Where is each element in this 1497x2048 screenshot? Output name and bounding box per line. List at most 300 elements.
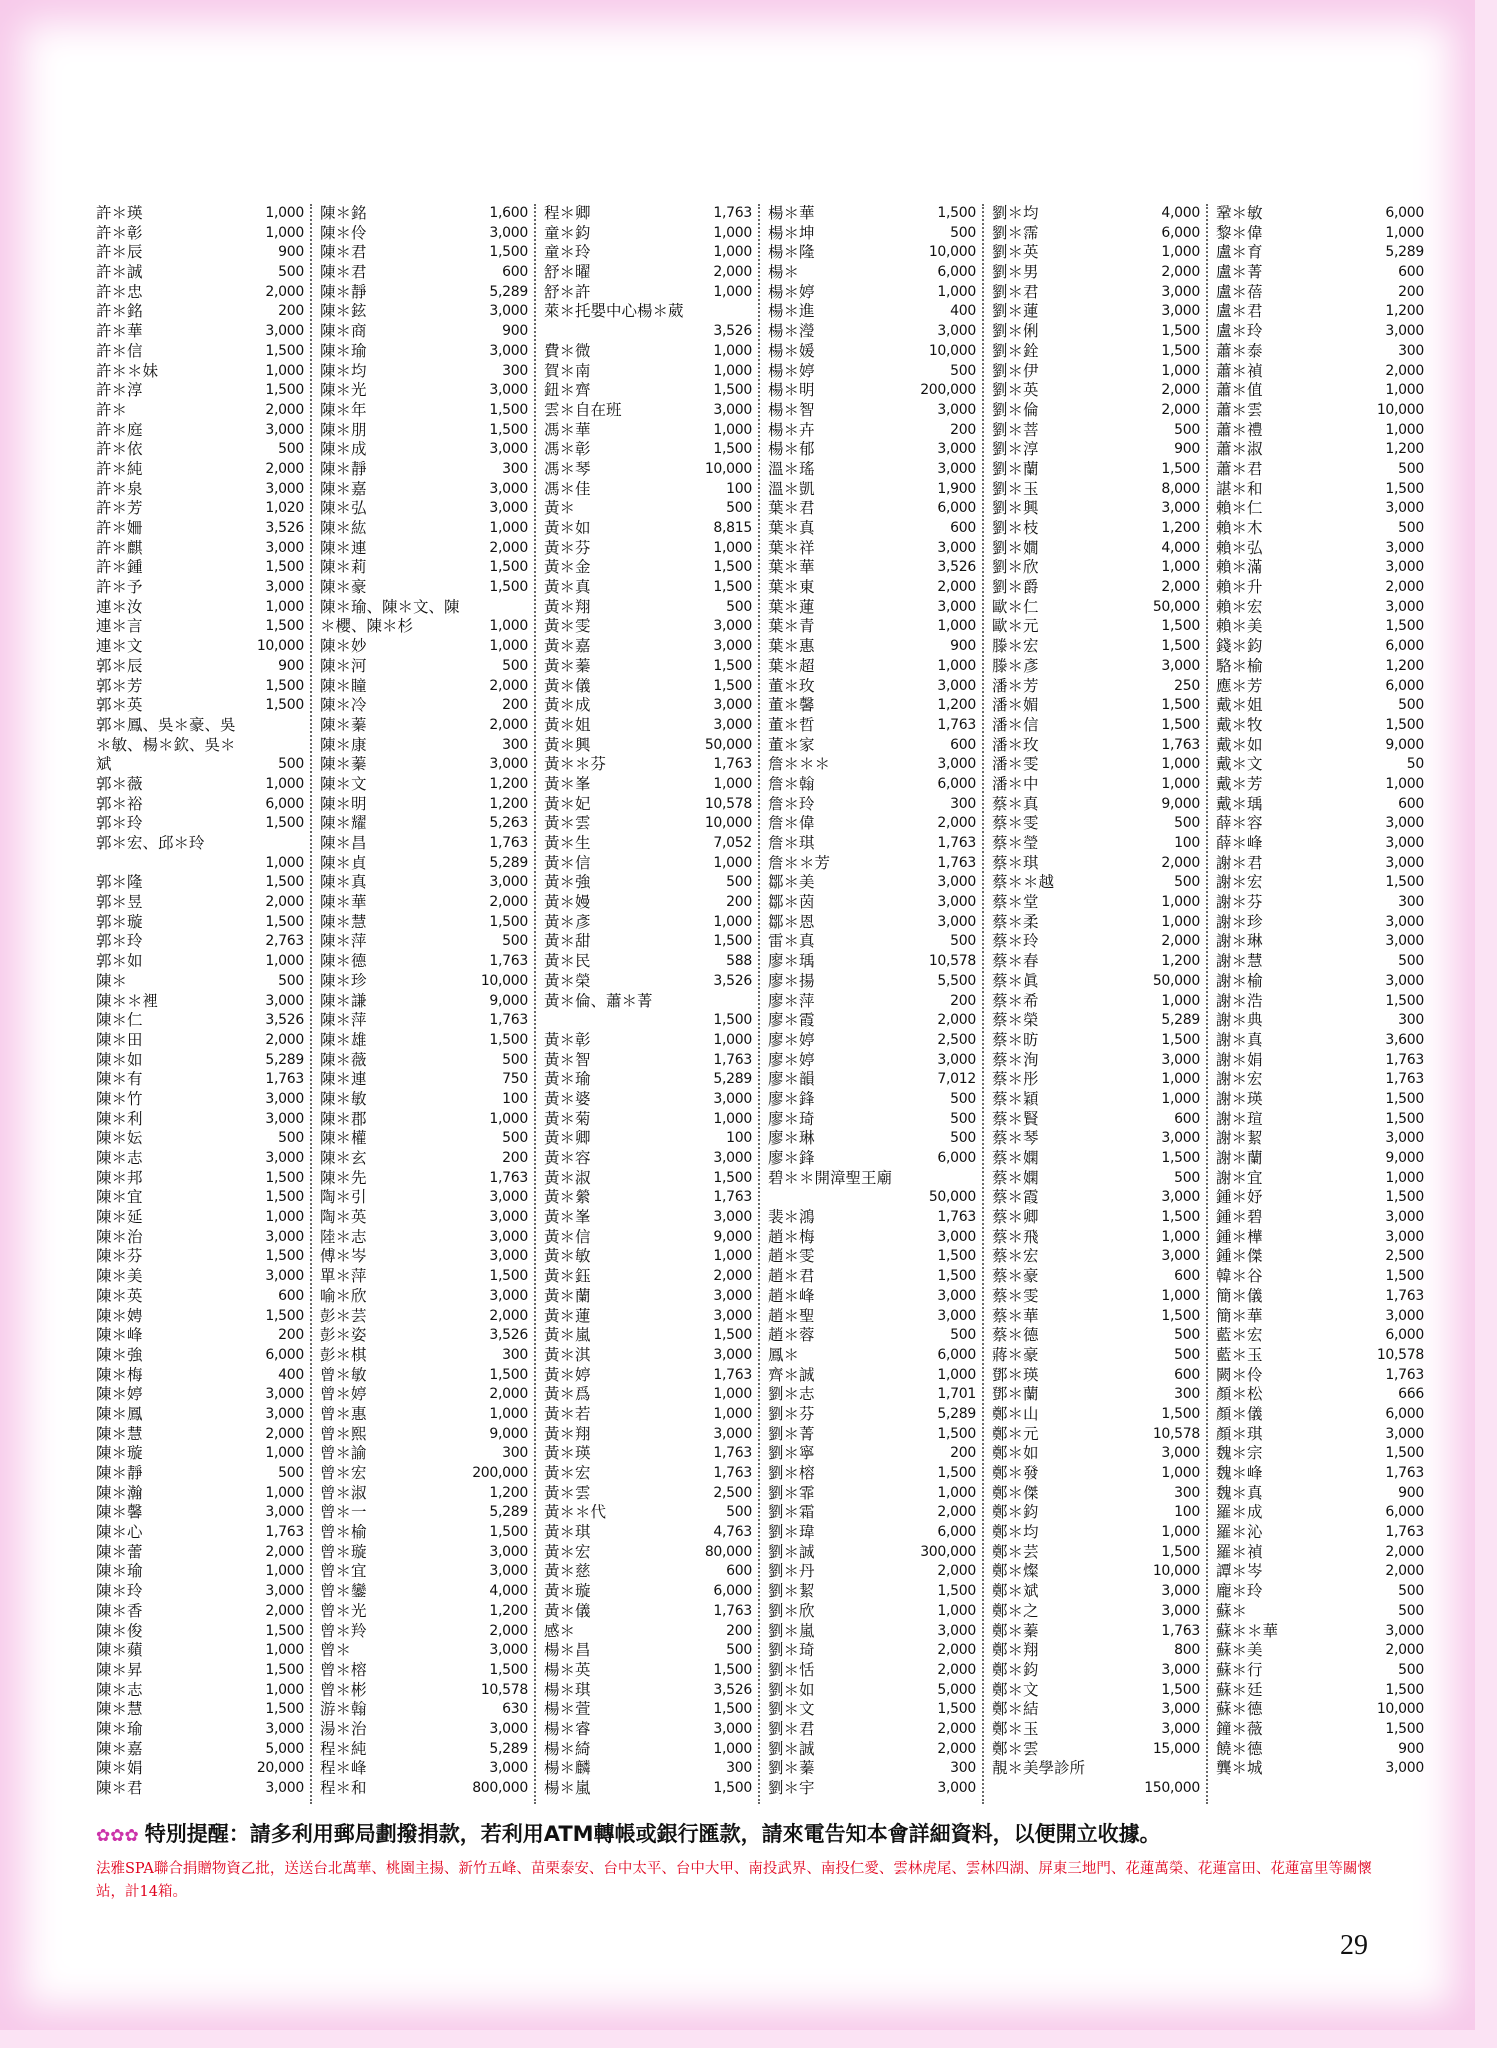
- donor-row: [768, 1602, 976, 1622]
- donor-name: 黃＊爲: [544, 1385, 591, 1404]
- donor-name: 謝＊瑄: [1216, 1109, 1263, 1128]
- donation-amount: 100: [1174, 1504, 1200, 1521]
- donor-row: [992, 578, 1200, 598]
- donor-row: [1216, 499, 1424, 519]
- donor-name: 鄭＊均: [992, 1523, 1039, 1542]
- donor-name: 蕭＊禮: [1216, 420, 1263, 439]
- donor-row: [96, 243, 304, 263]
- donation-amount: 1,200: [489, 795, 528, 812]
- donor-row: [96, 1366, 304, 1386]
- donor-row: [320, 1661, 528, 1681]
- donor-row: [992, 696, 1200, 716]
- donor-row: [768, 421, 976, 441]
- donation-amount: 3,000: [489, 1209, 528, 1226]
- donation-amount: 1,000: [713, 539, 752, 556]
- donation-amount: 1,500: [937, 1465, 976, 1481]
- donor-row: [1216, 1700, 1424, 1720]
- donor-name: 陳＊冷: [320, 696, 367, 715]
- donor-name: 蔡＊＊越: [992, 873, 1055, 892]
- donor-row: [320, 1543, 528, 1563]
- donor-row: [320, 1562, 528, 1582]
- donor-row: [544, 775, 752, 795]
- donor-row: [1216, 421, 1424, 441]
- donor-name: 劉＊志: [768, 1385, 815, 1404]
- donation-amount: 500: [1174, 1327, 1200, 1344]
- donor-row: [96, 992, 304, 1012]
- donor-name: 曾＊璇: [320, 1542, 367, 1561]
- donation-amount: 2,000: [937, 579, 976, 596]
- donation-amount: 3,000: [489, 1228, 528, 1245]
- donor-row: [768, 696, 976, 716]
- donation-amount: 500: [1174, 874, 1200, 891]
- donation-amount: 1,000: [1161, 1524, 1200, 1541]
- donor-row: [768, 1169, 976, 1189]
- donor-row: [1216, 1169, 1424, 1189]
- donor-name: 謝＊宏: [1216, 873, 1263, 892]
- donor-row: [544, 755, 752, 775]
- donor-row: [96, 1661, 304, 1681]
- donation-amount: 1,000: [489, 618, 528, 635]
- donor-row: [544, 1720, 752, 1740]
- donor-row: [992, 243, 1200, 263]
- donation-amount: 1,500: [1385, 1720, 1424, 1737]
- donation-amount: 300: [950, 1760, 976, 1777]
- donor-row: [768, 617, 976, 637]
- donor-row: [1216, 854, 1424, 874]
- donor-name: 陳＊昇: [96, 1660, 143, 1679]
- donor-name: 羅＊禎: [1216, 1542, 1263, 1561]
- donation-amount: 3,000: [937, 894, 976, 911]
- donor-name: 劉＊欣: [768, 1601, 815, 1620]
- donor-name: 滕＊宏: [992, 637, 1039, 656]
- donation-amount: 1,000: [1161, 362, 1200, 379]
- donor-row: [992, 1700, 1200, 1720]
- donation-amount: 3,000: [489, 303, 528, 320]
- donor-name: 葉＊超: [768, 656, 815, 675]
- donation-amount: 500: [950, 1110, 976, 1127]
- donor-row: [320, 1129, 528, 1149]
- donor-name: 廖＊瑀: [768, 952, 815, 971]
- donor-name: 戴＊姐: [1216, 696, 1263, 715]
- donation-amount: 100: [726, 480, 752, 497]
- donation-amount: 1,000: [713, 854, 752, 871]
- donor-row: [96, 1031, 304, 1051]
- donation-amount: 3,000: [1385, 559, 1424, 576]
- donor-row: [1216, 696, 1424, 716]
- donor-row: [320, 1582, 528, 1602]
- donor-row: [544, 637, 752, 657]
- donation-amount: 2,000: [489, 1622, 528, 1639]
- donation-amount: 3,000: [1161, 1583, 1200, 1600]
- donor-row: [96, 1267, 304, 1287]
- donor-name: 鍾＊妤: [1216, 1188, 1263, 1207]
- donation-amount: 1,763: [713, 1602, 752, 1619]
- donor-column: [96, 204, 304, 1799]
- donation-amount: 1,500: [265, 815, 304, 832]
- donation-amount: 1,763: [489, 953, 528, 970]
- donation-amount: 5,289: [1385, 244, 1424, 261]
- donor-name: 潘＊芳: [992, 676, 1039, 695]
- donor-row: [544, 1326, 752, 1346]
- donation-amount: 1,763: [713, 756, 752, 773]
- donor-name: 黃＊＊代: [544, 1503, 607, 1522]
- donor-name: 黃＊翔: [544, 597, 591, 616]
- donation-amount: 1,000: [937, 1366, 976, 1383]
- donor-name: 謝＊真: [1216, 1030, 1263, 1049]
- donor-row: [96, 795, 304, 815]
- donor-row: [544, 873, 752, 893]
- donor-row: [992, 1149, 1200, 1169]
- donation-amount: 300: [502, 460, 528, 477]
- donation-amount: 600: [278, 1287, 304, 1304]
- donor-name: 謝＊浩: [1216, 991, 1263, 1010]
- donation-amount: 200: [950, 992, 976, 1009]
- donor-name: 趙＊雯: [768, 1247, 815, 1266]
- donation-amount: 1,000: [1385, 421, 1424, 438]
- donor-row: [544, 1503, 752, 1523]
- donor-name: 陳＊蘋: [96, 1641, 143, 1660]
- donor-name: 薛＊容: [1216, 814, 1263, 833]
- donation-amount: 1,500: [489, 1031, 528, 1048]
- donor-row: [544, 204, 752, 224]
- donor-row: [320, 795, 528, 815]
- donor-row: [96, 873, 304, 893]
- donor-row: [544, 224, 752, 244]
- donation-amount: 9,000: [713, 1228, 752, 1245]
- donor-name: 簡＊儀: [1216, 1286, 1263, 1305]
- donation-amount: 5,263: [489, 815, 528, 832]
- donation-amount: 900: [1398, 1484, 1424, 1501]
- donor-row: [544, 283, 752, 303]
- donation-amount: 1,000: [1161, 1465, 1200, 1481]
- donation-amount: 1,020: [265, 500, 304, 517]
- donation-amount: 2,000: [1385, 1543, 1424, 1560]
- donor-name: 溫＊瑤: [768, 459, 815, 478]
- donor-name: 詹＊＊芳: [768, 853, 831, 872]
- donor-name: 薛＊峰: [1216, 834, 1263, 852]
- donor-row: [544, 381, 752, 401]
- donor-row: [992, 1641, 1200, 1661]
- donation-amount: 3,000: [265, 1780, 304, 1796]
- donor-row: [1216, 1090, 1424, 1110]
- donor-name: 黃＊峯: [544, 1208, 591, 1227]
- donation-amount: 3,000: [713, 1425, 752, 1442]
- donor-row: [544, 1681, 752, 1701]
- donation-amount: 300: [1174, 1484, 1200, 1501]
- donor-row: [1216, 381, 1424, 401]
- donation-amount: 500: [950, 224, 976, 241]
- donor-row: [768, 1543, 976, 1563]
- donation-amount: 1,000: [713, 342, 752, 359]
- donor-row: [544, 558, 752, 578]
- donation-amount: 1,000: [713, 775, 752, 792]
- donor-row: [320, 1602, 528, 1622]
- donor-row: [96, 204, 304, 224]
- donor-name: 蘇＊行: [1216, 1660, 1263, 1679]
- donor-row: [1216, 637, 1424, 657]
- donor-row: [96, 322, 304, 342]
- donor-name: 劉＊君: [768, 1719, 815, 1738]
- donation-amount: 3,000: [937, 756, 976, 773]
- donor-name: 滕＊彥: [992, 656, 1039, 675]
- donor-row: [544, 1543, 752, 1563]
- donor-name: 黃＊彰: [544, 1030, 591, 1049]
- donor-name: 陳＊河: [320, 656, 367, 675]
- donor-name: 陳＊靜: [320, 282, 367, 301]
- donor-row: [96, 1011, 304, 1031]
- donation-amount: 1,000: [1161, 894, 1200, 911]
- donor-row: [768, 342, 976, 362]
- donor-row: [768, 1700, 976, 1720]
- donation-amount: 500: [1398, 1602, 1424, 1619]
- donor-name: 黃＊蓮: [544, 1306, 591, 1325]
- donor-row: [768, 480, 976, 500]
- donor-row: [992, 460, 1200, 480]
- donor-row: [992, 617, 1200, 637]
- donor-row: [768, 775, 976, 795]
- donor-name: 許＊誠: [96, 263, 143, 282]
- donation-amount: 3,000: [713, 697, 752, 714]
- donation-amount: 500: [726, 874, 752, 891]
- donor-name: 陳＊鉉: [320, 302, 367, 321]
- donation-amount: 3,000: [1385, 1209, 1424, 1226]
- donation-amount: 500: [278, 972, 304, 989]
- donor-row: [992, 1090, 1200, 1110]
- donor-row: [544, 519, 752, 539]
- donor-row: [768, 1366, 976, 1386]
- donation-amount: 1,000: [265, 1642, 304, 1659]
- donor-name: 潘＊媚: [992, 696, 1039, 715]
- donation-amount: 6,000: [937, 1524, 976, 1541]
- donation-amount: 2,000: [489, 1386, 528, 1403]
- donation-amount: 400: [950, 303, 976, 320]
- donation-amount: 2,000: [265, 460, 304, 477]
- donor-name: 蔡＊春: [992, 952, 1039, 971]
- donor-row: [544, 834, 752, 854]
- donor-row: [544, 362, 752, 382]
- donation-amount: 3,000: [937, 874, 976, 891]
- donor-name: 許＊予: [96, 578, 143, 597]
- donation-amount: 900: [278, 657, 304, 674]
- donor-name: 陳＊連: [320, 538, 367, 557]
- donation-amount: 2,000: [937, 1012, 976, 1029]
- donation-amount: 2,000: [937, 1661, 976, 1678]
- donor-row: [992, 1110, 1200, 1130]
- donation-amount: 9,000: [1161, 795, 1200, 812]
- donation-amount: 2,000: [1385, 1642, 1424, 1659]
- donor-name: 曾＊光: [320, 1601, 367, 1620]
- donor-name: 鄭＊文: [992, 1680, 1039, 1699]
- donation-amount: 3,000: [489, 382, 528, 399]
- donation-amount: 1,500: [265, 1307, 304, 1324]
- donation-amount: 600: [1174, 1366, 1200, 1383]
- donor-row: [768, 539, 976, 559]
- donation-amount: 500: [278, 264, 304, 281]
- donor-name: 陳＊田: [96, 1030, 143, 1049]
- donor-row: [768, 893, 976, 913]
- donation-amount: 1,763: [937, 1209, 976, 1226]
- donor-name: 郭＊裕: [96, 794, 143, 813]
- donor-row: [992, 1661, 1200, 1681]
- donor-name: 鄭＊斌: [992, 1582, 1039, 1601]
- donation-amount: 150,000: [1144, 1780, 1200, 1796]
- donor-name: 董＊玫: [768, 676, 815, 695]
- donor-name: 費＊微: [544, 341, 591, 360]
- donation-amount: 3,000: [937, 460, 976, 477]
- donation-amount: 6,000: [937, 1150, 976, 1166]
- donation-amount: 3,000: [713, 638, 752, 655]
- donation-amount: 2,000: [265, 283, 304, 300]
- donor-name: 謝＊芬: [1216, 893, 1263, 912]
- donor-name: 藍＊玉: [1216, 1345, 1263, 1364]
- donor-row: [96, 972, 304, 992]
- donation-amount: 2,000: [937, 1563, 976, 1580]
- donor-row: [96, 1326, 304, 1346]
- donor-name: 鄒＊恩: [768, 912, 815, 931]
- donation-amount: 200: [726, 1622, 752, 1639]
- donor-row: [544, 1366, 752, 1386]
- donor-row: [544, 1228, 752, 1248]
- donor-row: [320, 814, 528, 834]
- donor-row: [768, 932, 976, 952]
- donation-amount: 1,500: [937, 1701, 976, 1718]
- donor-name: 黃＊璇: [544, 1582, 591, 1601]
- donor-row: [96, 1779, 304, 1799]
- donation-amount: 1,000: [265, 1445, 304, 1462]
- donation-amount: 200: [726, 894, 752, 911]
- donor-name: 陳＊娉: [96, 1306, 143, 1325]
- donation-amount: 500: [1398, 520, 1424, 536]
- donation-amount: 2,000: [265, 1031, 304, 1048]
- donor-name: 陸＊志: [320, 1227, 367, 1246]
- donor-name: 黃＊卿: [544, 1129, 591, 1148]
- donor-name: 齊＊誠: [768, 1365, 815, 1384]
- donor-name: 黃＊宏: [544, 1542, 591, 1561]
- donation-amount: 1,500: [265, 697, 304, 714]
- donor-row: [96, 1070, 304, 1090]
- donation-amount: 600: [1398, 264, 1424, 281]
- donation-amount: 2,000: [265, 1602, 304, 1619]
- donor-name: 楊＊華: [768, 204, 815, 222]
- donation-amount: 1,500: [489, 1661, 528, 1678]
- donation-amount: 3,000: [265, 421, 304, 438]
- donor-name: 劉＊君: [992, 282, 1039, 301]
- donor-row: [320, 1700, 528, 1720]
- flower-decoration-icon: ✿✿✿: [96, 1826, 139, 1846]
- donation-amount: 1,500: [713, 559, 752, 576]
- donation-amount: 3,000: [1161, 1248, 1200, 1265]
- donor-row: [992, 1188, 1200, 1208]
- donation-amount: 500: [1398, 953, 1424, 970]
- donor-name: 黃＊瑜: [544, 1070, 591, 1089]
- donor-name: 鄭＊元: [992, 1424, 1039, 1443]
- donation-amount: 1,763: [1161, 736, 1200, 753]
- donor-row: [320, 381, 528, 401]
- donation-amount: 3,000: [1385, 1228, 1424, 1245]
- donor-row: [544, 460, 752, 480]
- donor-row: [992, 302, 1200, 322]
- donation-amount: 3,000: [1385, 815, 1424, 832]
- donor-row: [320, 854, 528, 874]
- donor-row: [320, 1031, 528, 1051]
- donor-name: 黃＊儀: [544, 1601, 591, 1620]
- donor-row: [1216, 283, 1424, 303]
- donor-name: 蔡＊洵: [992, 1050, 1039, 1069]
- donor-row: [1216, 1425, 1424, 1445]
- donor-name: 許＊淳: [96, 381, 143, 400]
- donor-name: 陳＊君: [320, 263, 367, 282]
- donor-name: 陳＊志: [96, 1680, 143, 1699]
- donation-amount: 300: [1398, 342, 1424, 359]
- donation-amount: 200: [1398, 283, 1424, 300]
- donor-row: [992, 1385, 1200, 1405]
- donation-amount: 800,000: [472, 1780, 528, 1796]
- donor-row: [320, 539, 528, 559]
- donor-name: 劉＊宇: [768, 1779, 815, 1797]
- donor-name: 廖＊霞: [768, 1011, 815, 1030]
- donor-row: [992, 1582, 1200, 1602]
- donor-row: [320, 932, 528, 952]
- donor-name: 黃＊芬: [544, 538, 591, 557]
- donor-row: [992, 224, 1200, 244]
- donor-row: [992, 716, 1200, 736]
- donation-amount: 3,000: [489, 441, 528, 458]
- donation-amount: 1,500: [1161, 716, 1200, 733]
- donation-amount: 500: [726, 1642, 752, 1659]
- donor-row: [1216, 1287, 1424, 1307]
- donation-amount: 500: [278, 441, 304, 458]
- donation-amount: 10,000: [480, 972, 528, 989]
- donor-name: 斌: [96, 755, 112, 774]
- donor-name: 謝＊蘭: [1216, 1149, 1263, 1167]
- donor-name: 陳＊文: [320, 774, 367, 793]
- donor-row: [1216, 1366, 1424, 1386]
- donation-amount: 3,000: [937, 1622, 976, 1639]
- donation-amount: 4,000: [1161, 539, 1200, 556]
- donor-name: 董＊馨: [768, 696, 815, 715]
- donor-name: 劉＊枝: [992, 519, 1039, 537]
- donor-name: 靚＊美學診所: [992, 1759, 1086, 1778]
- donor-row: [320, 283, 528, 303]
- donor-row: [768, 1425, 976, 1445]
- donor-column: [768, 204, 976, 1799]
- donation-amount: 3,526: [713, 1681, 752, 1698]
- donor-row: [544, 716, 752, 736]
- donor-row: [544, 342, 752, 362]
- donor-row: [544, 1464, 752, 1484]
- donor-name: 黃＊鈺: [544, 1267, 591, 1286]
- donor-name: 趙＊蓉: [768, 1326, 815, 1345]
- donor-row: [992, 480, 1200, 500]
- donor-name: 曾＊彬: [320, 1680, 367, 1699]
- donor-row: [96, 1700, 304, 1720]
- donation-amount: 2,000: [489, 677, 528, 694]
- donor-name: 陳＊利: [96, 1109, 143, 1128]
- donation-amount: 1,000: [1385, 224, 1424, 241]
- donation-amount: 1,200: [1385, 657, 1424, 674]
- donor-name: 劉＊霈: [992, 223, 1039, 242]
- donation-amount: 5,289: [1161, 1012, 1200, 1029]
- donation-amount: 10,000: [1152, 1563, 1200, 1580]
- donor-row: [992, 1503, 1200, 1523]
- donor-row: [544, 1307, 752, 1327]
- donor-name: 陳＊慧: [96, 1424, 143, 1443]
- donor-name: 陳＊昌: [320, 834, 367, 852]
- donor-row: [544, 893, 752, 913]
- donor-row: [992, 440, 1200, 460]
- donor-row: [544, 1149, 752, 1169]
- donor-name: 碧＊＊開漳聖王廟: [768, 1168, 893, 1187]
